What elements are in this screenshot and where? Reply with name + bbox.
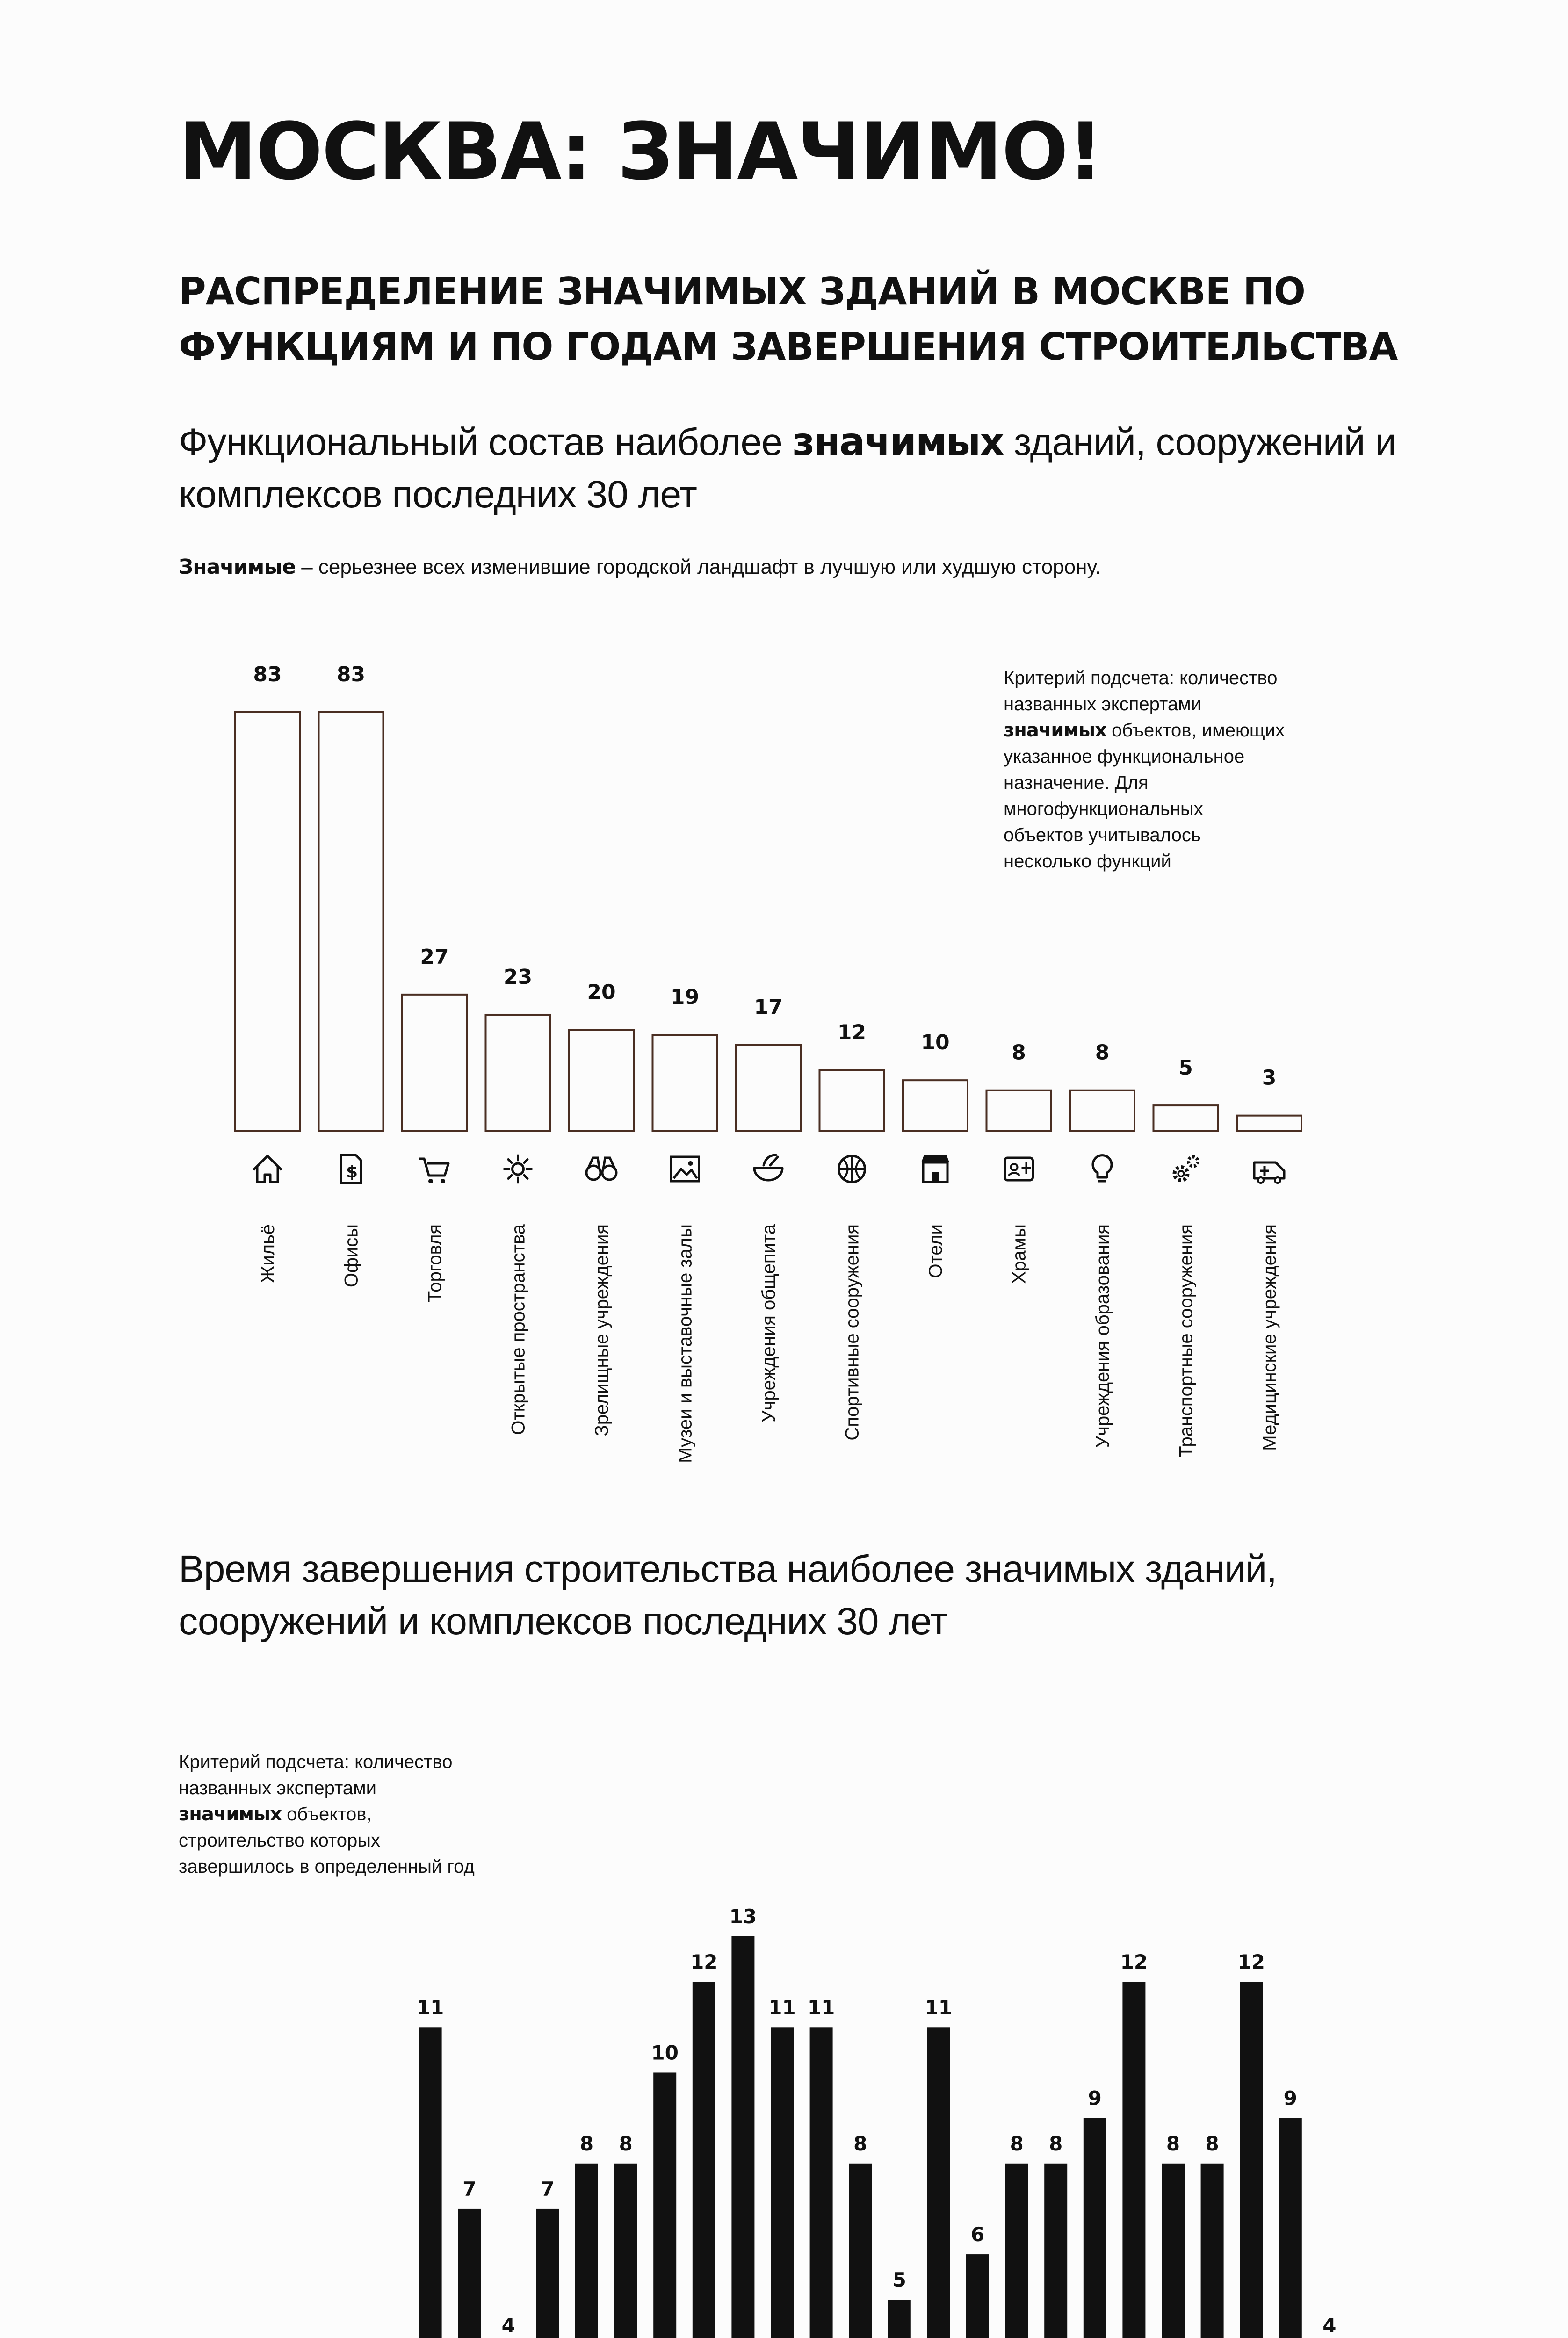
- year-bar-value: 9: [1088, 2086, 1102, 2110]
- note-text: объектов,: [282, 1804, 372, 1825]
- year-bar: [1201, 2164, 1224, 2338]
- year-bar-value: 4: [1322, 2314, 1337, 2337]
- year-bar-value: 4: [501, 2314, 515, 2337]
- year-bar: [1084, 2118, 1106, 2338]
- note-line: названных экспертами: [1004, 694, 1201, 714]
- year-bar: [731, 1936, 754, 2338]
- function-category-label: Музеи и выставочные залы: [675, 1224, 696, 1463]
- function-bar-value: 19: [670, 985, 700, 1010]
- function-bar: [1237, 1116, 1301, 1131]
- note-line: завершилось в определенный год: [179, 1856, 475, 1877]
- note-bold: значимых: [179, 1804, 282, 1825]
- year-bar: [888, 2300, 911, 2338]
- function-category-label: Учреждения образования: [1092, 1224, 1113, 1448]
- function-category-label: Открытые пространства: [508, 1224, 529, 1435]
- year-bar-value: 8: [1049, 2132, 1063, 2155]
- function-bar-value: 83: [336, 663, 366, 686]
- function-bar: [569, 1030, 634, 1131]
- function-category-label: Медицинские учреждения: [1259, 1224, 1280, 1451]
- year-bar-value: 5: [892, 2268, 906, 2292]
- year-bar-value: 12: [1237, 1950, 1265, 1974]
- svg-text:$: $: [346, 1162, 358, 1182]
- year-bar: [1122, 1982, 1145, 2338]
- year-bar: [1005, 2164, 1028, 2338]
- function-bar-value: 10: [921, 1031, 950, 1055]
- note-line: указанное функциональное: [1004, 746, 1245, 767]
- function-bar: [1154, 1105, 1218, 1131]
- function-bar: [486, 1015, 550, 1131]
- year-bar-value: 12: [1120, 1950, 1148, 1974]
- definition-text: – серьезнее всех изменившие городской ландшафт в лучшую или худшую сторону.: [295, 556, 1101, 578]
- hotel-icon: [921, 1155, 949, 1182]
- year-bar-value: 7: [462, 2177, 477, 2201]
- picture-icon: [671, 1157, 699, 1181]
- function-bar-value: 3: [1262, 1066, 1277, 1090]
- year-bar-value: 11: [768, 1996, 796, 2019]
- year-bar: [419, 2027, 442, 2338]
- year-bar: [771, 2027, 794, 2338]
- year-bar: [1279, 2118, 1302, 2338]
- function-bar-value: 17: [754, 995, 783, 1019]
- ambulance-icon: [1254, 1162, 1284, 1183]
- binoculars-icon: [586, 1158, 616, 1180]
- year-bar: [458, 2209, 481, 2338]
- badge-cross-icon: [1005, 1158, 1033, 1180]
- function-bar-value: 8: [1095, 1040, 1110, 1065]
- year-bar: [614, 2164, 637, 2338]
- page-title: МОСКВА: ЗНАЧИМО!: [179, 106, 1103, 197]
- function-bar-value: 27: [420, 945, 449, 969]
- note-text: объектов, имеющих: [1106, 720, 1285, 741]
- functions-heading-end: зданий, сооружений и комплексов последних 30 лет: [179, 421, 1396, 516]
- function-bar-value: 5: [1178, 1056, 1193, 1080]
- note-line: строительство которых: [179, 1830, 381, 1851]
- year-bar-value: 11: [416, 1996, 444, 2019]
- year-bar: [927, 2027, 950, 2338]
- note-line: объектов учитывалось: [1004, 825, 1201, 845]
- years-heading: Время завершения строительства наиболее значимых зданий, сооружений и комплексов последних 30 лет: [179, 1548, 1277, 1643]
- year-bar-value: 11: [925, 1996, 953, 2019]
- note-line: названных экспертами: [179, 1778, 376, 1798]
- function-bar: [987, 1090, 1051, 1131]
- house-icon: [253, 1156, 282, 1182]
- year-bar: [849, 2164, 872, 2338]
- year-bar-value: 8: [1205, 2132, 1219, 2155]
- document-dollar-icon: [341, 1155, 361, 1183]
- function-bar-value: 20: [587, 980, 616, 1004]
- function-bar: [1070, 1090, 1134, 1131]
- note-line: [179, 1801, 475, 1827]
- function-bar: [319, 712, 383, 1131]
- function-bar-value: 12: [837, 1020, 867, 1045]
- year-bar-value: 8: [1010, 2132, 1024, 2155]
- lightbulb-icon: [1093, 1155, 1112, 1181]
- note-line: несколько функций: [1004, 851, 1171, 872]
- year-bar: [1162, 2164, 1185, 2338]
- year-bar: [1240, 1982, 1263, 2338]
- function-bar-value: 83: [253, 663, 282, 686]
- basketball-icon: [839, 1156, 865, 1182]
- function-category-label: Храмы: [1009, 1224, 1030, 1284]
- year-bar-value: 8: [579, 2132, 594, 2155]
- year-bar: [536, 2209, 559, 2338]
- sun-icon: [505, 1155, 532, 1183]
- year-bar-value: 8: [619, 2132, 633, 2155]
- year-bar-value: 9: [1283, 2086, 1297, 2110]
- function-bar: [402, 995, 467, 1131]
- year-bar-value: 11: [807, 1996, 835, 2019]
- bowl-icon: [754, 1155, 782, 1180]
- year-bar-value: 6: [970, 2223, 985, 2246]
- note-bold: значимых: [1004, 720, 1107, 741]
- year-bar-value: 8: [853, 2132, 867, 2155]
- note-line: Критерий подсчета: количество: [179, 1752, 453, 1772]
- function-bar: [235, 712, 300, 1131]
- year-bar-value: 10: [651, 2041, 679, 2064]
- page-subtitle: РАСПРЕДЕЛЕНИЕ ЗНАЧИМЫХ ЗДАНИЙ В МОСКВЕ ПО ФУНКЦИЯМ И ПО ГОДАМ ЗАВЕРШЕНИЯ СТРОИТЕЛЬСТВА: [179, 270, 1398, 368]
- function-bar-value: 23: [503, 965, 533, 989]
- function-bar: [736, 1045, 801, 1131]
- note-line: назначение. Для: [1004, 772, 1149, 793]
- function-category-label: Зрелищные учреждения: [592, 1224, 612, 1436]
- functions-heading-bold: значимых: [792, 420, 1004, 464]
- function-bar: [820, 1070, 884, 1131]
- year-bar: [575, 2164, 598, 2338]
- function-bar: [653, 1035, 717, 1131]
- function-category-label: Торговля: [425, 1224, 445, 1303]
- years-criteria-note: [179, 1749, 475, 1880]
- note-line: Критерий подсчета: количество: [1004, 668, 1278, 688]
- function-bar-value: 8: [1012, 1040, 1026, 1065]
- year-bar-value: 7: [541, 2177, 555, 2201]
- function-category-label: Офисы: [341, 1224, 362, 1288]
- year-bar-value: 13: [729, 1905, 757, 1928]
- year-bar: [966, 2254, 989, 2338]
- function-category-label: Спортивные сооружения: [842, 1224, 863, 1441]
- note-line: многофункциональных: [1004, 799, 1203, 819]
- functions-heading-start: Функциональный состав наиболее: [179, 421, 793, 463]
- year-bar: [1044, 2164, 1067, 2338]
- shopping-cart-icon: [419, 1159, 448, 1183]
- function-category-label: Учреждения общепита: [759, 1224, 779, 1422]
- year-bar: [810, 2027, 833, 2338]
- year-bar: [653, 2072, 676, 2338]
- year-bar: [693, 1982, 715, 2338]
- year-bar-value: 12: [690, 1950, 718, 1974]
- gears-icon: [1175, 1157, 1198, 1180]
- function-category-label: Жильё: [258, 1224, 278, 1283]
- function-category-label: Отели: [925, 1224, 946, 1278]
- year-bar-value: 8: [1166, 2132, 1180, 2155]
- definition-term: Значимые: [179, 555, 296, 579]
- function-bar: [903, 1080, 968, 1131]
- function-category-label: Транспортные сооружения: [1176, 1224, 1197, 1458]
